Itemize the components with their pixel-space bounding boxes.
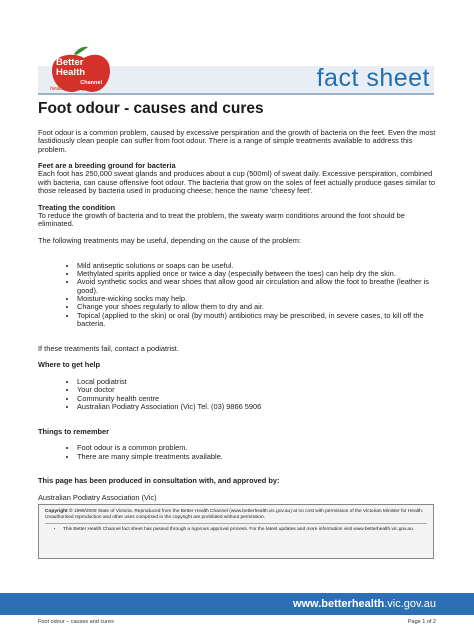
remember-list [38,444,438,461]
section-heading-remember: Things to remember [38,426,110,436]
podiatrist-note: If these treatments fail, contact a podiatrist. [38,343,179,353]
footer-url-bold: www.betterhealth [292,598,385,610]
notice-divider [45,523,427,524]
list-item: • Avoid synthetic socks and wear shoes that allow good air circulation and allow the foot to breathe (leather is good). [77,278,438,295]
article-body [38,129,438,511]
section-heading-help: Where to get help [38,360,101,370]
list-item: • Moisture-wicking socks may help. [77,295,438,303]
section-heading-treating: Treating the condition [38,202,116,212]
help-list [38,378,438,411]
list-item: • Your doctor [77,386,438,394]
treatments-lead: The following treatments may be useful, depending on the cause of the problem: [38,235,301,245]
list-item: • Foot odour is a common problem. [77,444,438,452]
fact-sheet-label: fact sheet [316,64,430,92]
list-item: • Change your shoes regularly to allow them to dry and air. [77,303,438,311]
tagline: healthier living online [50,86,102,92]
notice-list [45,527,427,533]
logo-channel: Channel [80,80,102,86]
intro-paragraph: Foot odour is a common problem, caused by excessive perspiration and the growth of bacteria on the feet. Even the most fastidiously clean people can suffer from foot odour. There is a range of simple treatments available to address this problem. [38,128,436,154]
approval-organisation: Australian Podiatry Association (Vic) [38,493,157,503]
page-title: Foot odour - causes and cures [38,100,264,117]
footer-website-link[interactable] [293,598,436,610]
list-item: • There are many simple treatments available. [77,453,438,461]
bacteria-paragraph: Each foot has 250,000 sweat glands and produces about a cup (500ml) of sweat daily. Excessive perspiration, combined with bacteria, can cause offensive foot odour. The bacteria that grow on the soles of feet actually produce gases similar to those released by bacteria used in producing cheese; hence the name 'cheesy feet'. [38,169,435,196]
copyright-label: Copyright © [45,509,73,514]
footer-page-number: Page 1 of 2 [407,619,436,625]
section-heading-bacteria: Feet are a breeding ground for bacteria [38,161,176,171]
list-item: • Australian Podiatry Association (Vic) Tel. (03) 9866 5906 [77,403,438,411]
list-item: • Methylated spirits applied once or twice a day (especially between the toes) can help dry the skin. [77,270,438,278]
copyright-notice [38,504,434,559]
list-item: • This Better Health Channel fact sheet has passed through a rigorous approval process. For the latest updates and more information visit www.betterhealth.vic.gov.au. [63,527,427,533]
footer-url-rest: .vic.gov.au [384,598,436,610]
list-item: • Local podiatrist [77,378,438,386]
logo-line1: Better [56,57,84,68]
footer-document-title: Foot odour – causes and cures [38,619,114,625]
copyright-text: 1999/2009 State of Victoria. Reproduced from the Better Health Channel (www.betterhealth.vic.gov.au) at no cost with permission of the Victorian Minister for Health. Unauthorised reproduction and other uses comprised in the copyright are prohibited without permission. [45,509,424,520]
list-item: • Topical (applied to the skin) or oral (by mouth) antibiotics may be prescribed, in severe cases, to kill off the bacteria. [77,312,438,329]
logo-text [56,58,102,88]
list-item: • Mild antiseptic solutions or soaps can be useful. [77,262,438,270]
section-heading-approval: This page has been produced in consultation with, and approved by: [38,476,280,486]
treating-paragraph: To reduce the growth of bacteria and to treat the problem, the sweaty warm conditions around the foot should be eliminated. [38,210,405,229]
list-item: • Community health centre [77,395,438,403]
treatments-list [38,262,438,328]
copyright-text-block [45,509,427,520]
logo-line2: Health [56,67,86,78]
